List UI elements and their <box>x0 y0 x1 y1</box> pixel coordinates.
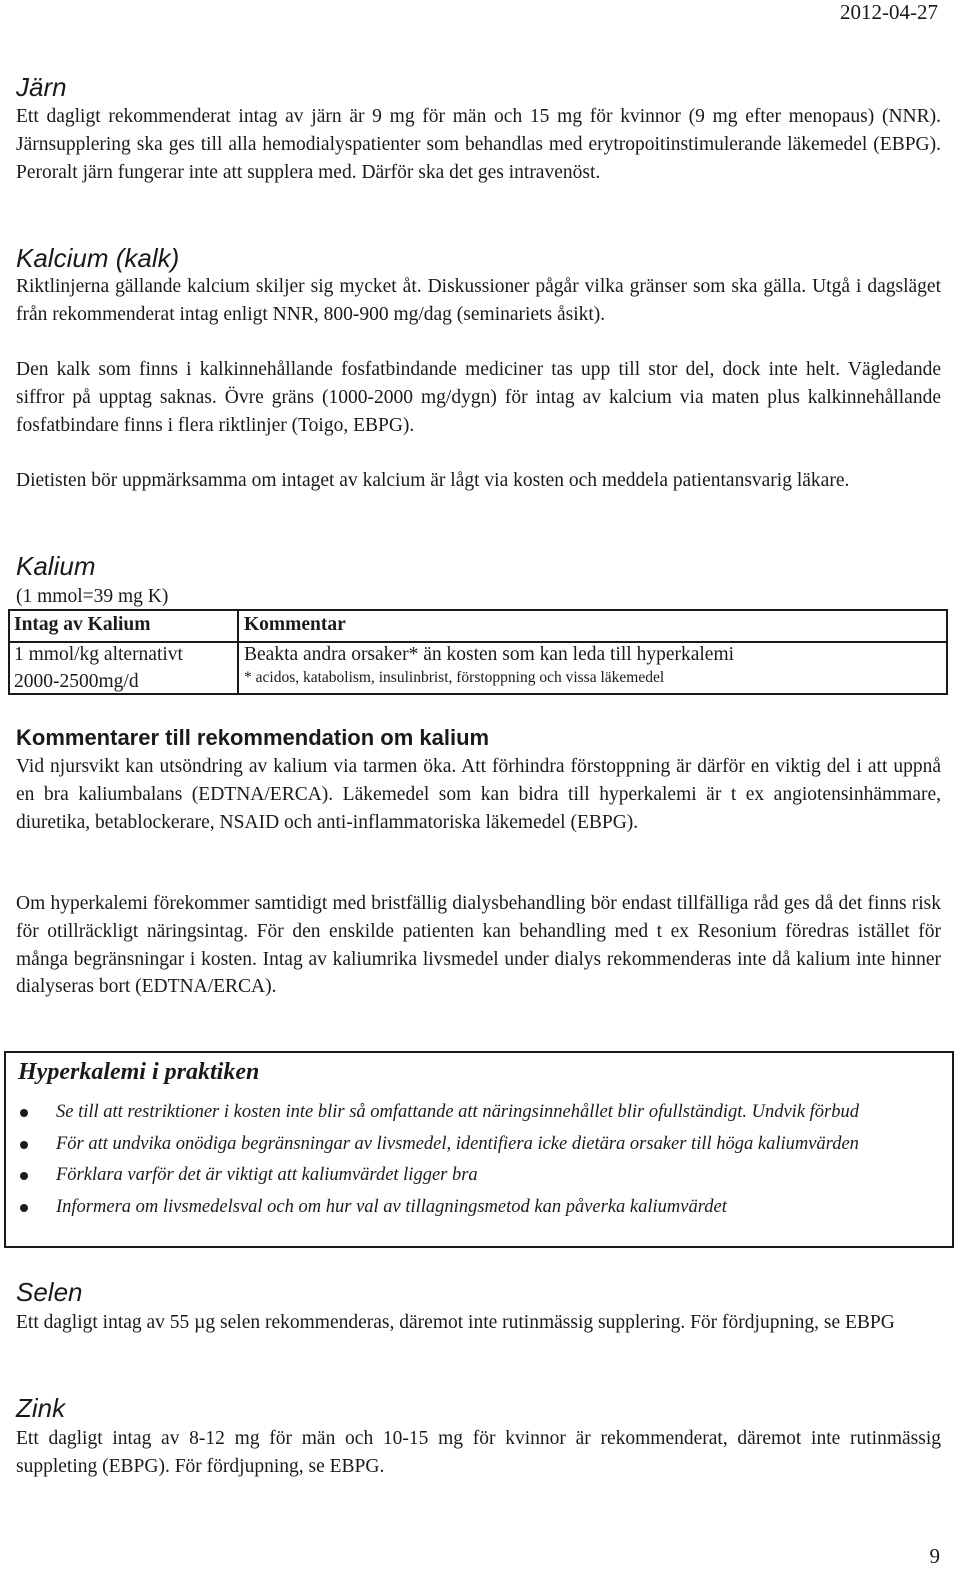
table-cell-footnote: * acidos, katabolism, insulinbrist, förstoppning och vissa läkemedel <box>244 669 665 686</box>
table-cell-kommentar: Beakta andra orsaker* än kosten som kan leda till hyperkalemi <box>244 644 735 665</box>
hyperkalemi-box <box>4 1051 954 1248</box>
page-number: 9 <box>929 1544 940 1568</box>
table-cell-intag-line2: 2000-2500mg/d <box>14 671 139 692</box>
section-heading-selen: Selen <box>16 1277 83 1307</box>
table-header-kommentar: Kommentar <box>244 614 346 635</box>
paragraph-kommentarer-2: Om hyperkalemi förekommer samtidigt med bristfällig dialysbehandling bör endast tillfälliga råd ges då det finns risk för otillräckligt näringsintag. För den enskilde patienten kan behandling med t ex Resonium föredras istället för många begränsningar i kosten. Intag av kaliumrika livsmedel under dialys rekommenderas inte då kalium inte hinner dialyseras bort (EDTNA/ERCA). <box>16 893 941 998</box>
table-divider-vertical <box>237 611 239 693</box>
list-item-text: För att undvika onödiga begränsningar av livsmedel, identifiera icke dietära orsaker till höga kaliumvärden <box>56 1133 859 1154</box>
bullet-icon <box>20 1141 28 1149</box>
table-header-intag: Intag av Kalium <box>14 614 151 635</box>
paragraph-kalcium-1: Riktlinjerna gällande kalcium skiljer sig mycket åt. Diskussioner pågår vilka gränser som ska gälla. Utgå i dagsläget från rekommenderat intag enligt NNR, 800-900 mg/dag (seminariets åsikt). <box>16 276 941 325</box>
paragraph-kalcium-3: Dietisten bör uppmärksamma om intaget av kalcium är lågt via kosten och meddela patientansvarig läkare. <box>16 470 850 491</box>
section-heading-kalium: Kalium <box>16 551 96 581</box>
bullet-icon <box>20 1204 28 1212</box>
bullet-icon <box>20 1109 28 1117</box>
paragraph-kalcium-2: Den kalk som finns i kalkinnehållande fosfatbindande mediciner tas upp till stor del, dock inte helt. Vägledande siffror på upptag saknas. Övre gräns (1000-2000 mg/dygn) för intag av kalcium via maten plus kalkinnehållande fosfatbindare finns i flera riktlinjer (Toigo, EBPG). <box>16 359 941 436</box>
list-item-text: Förklara varför det är viktigt att kaliumvärdet ligger bra <box>56 1165 478 1185</box>
list-item-text: Se till att restriktioner i kosten inte blir så omfattande att näringsinnehållet blir ofullständigt. Undvik förbud <box>56 1102 859 1122</box>
list-item-text: Informera om livsmedelsval och om hur val av tillagningsmetod kan påverka kaliumvärdet <box>56 1196 727 1217</box>
section-heading-kommentarer: Kommentarer till rekommendation om kalium <box>16 725 490 750</box>
paragraph-zink: Ett dagligt intag av 8-12 mg för män och 10-15 mg för kvinnor är rekommenderat, däremot inte rutinmässig suppleting (EBPG). För fördjupning, se EBPG. <box>16 1428 941 1477</box>
hyperkalemi-list <box>20 1097 859 1223</box>
paragraph-jarn: Ett dagligt rekommenderat intag av järn är 9 mg för män och 15 mg för kvinnor (9 mg efter menopaus) (NNR). Järnsupplering ska ges till alla hemodialyspatienter som behandlas med erytropoitinstimulerande läkemedel (EBPG). Peroralt järn fungerar inte att supplera med. Därför ska det ges intravenöst. <box>16 106 941 183</box>
kalium-table <box>8 609 948 695</box>
header-date: 2012-04-27 <box>840 0 938 24</box>
list-item <box>20 1129 859 1161</box>
hyperkalemi-title: Hyperkalemi i praktiken <box>18 1059 260 1085</box>
list-item <box>20 1160 859 1192</box>
paragraph-kommentarer-1: Vid njursvikt kan utsöndring av kalium via tarmen öka. Att förhindra förstoppning är därför en viktig del i att uppnå en bra kaliumbalans (EDTNA/ERCA). Läkemedel som kan bidra till hyperkalemi är t ex angiotensinhämmare, diuretika, betablockerare, NSAID och anti-inflammatoriska läkemedel (EBPG). <box>16 756 941 833</box>
list-item <box>20 1097 859 1129</box>
section-heading-jarn: Järn <box>16 72 67 102</box>
kalium-conversion: (1 mmol=39 mg K) <box>16 586 169 607</box>
bullet-icon <box>20 1172 28 1180</box>
table-cell-intag-line1: 1 mmol/kg alternativt <box>14 644 183 665</box>
section-heading-kalcium: Kalcium (kalk) <box>16 243 180 273</box>
paragraph-selen: Ett dagligt intag av 55 µg selen rekommenderas, däremot inte rutinmässig supplering. För fördjupning, se EBPG <box>16 1312 895 1333</box>
list-item <box>20 1192 859 1224</box>
section-heading-zink: Zink <box>16 1393 66 1423</box>
